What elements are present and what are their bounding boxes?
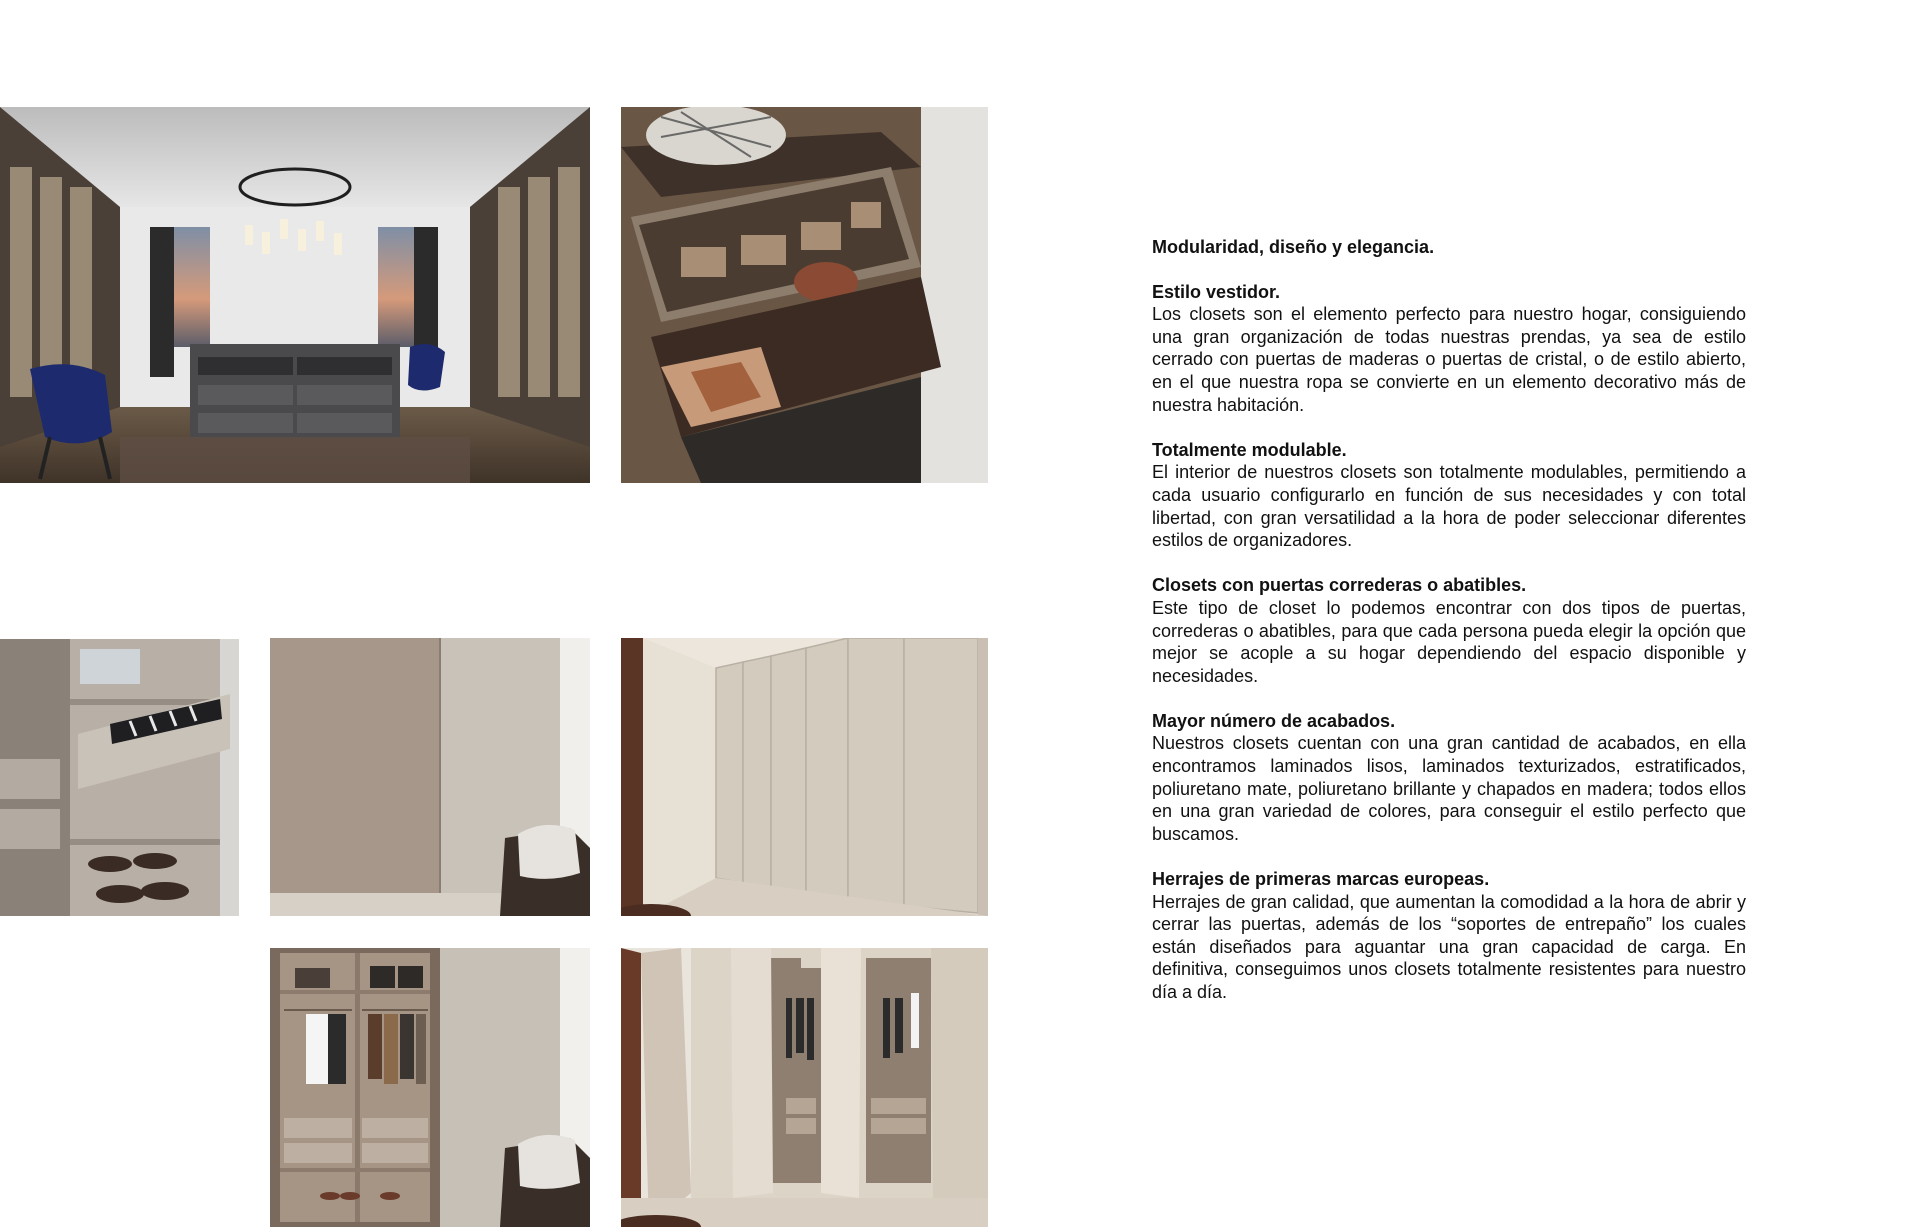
section-totalmente-modulable: [1152, 439, 1746, 552]
headline: Modularidad, diseño y elegancia.: [1152, 237, 1435, 257]
section-estilo-vestidor: [1152, 281, 1746, 417]
section-herrajes: [1152, 868, 1746, 1004]
text-column: [1152, 236, 1746, 1026]
section-body: El interior de nuestros closets son totalmente modulables, permitiendo a cada usuario configurarlo en función de sus necesidades y con total libertad, con gran versatilidad a la hora de poder seleccionar diferentes estilos de organizadores.: [1152, 462, 1746, 551]
photo-open-shelves: [0, 639, 239, 916]
section-title: Totalmente modulable.: [1152, 439, 1347, 460]
photo-drawer-organizer: [621, 107, 988, 483]
section-body: Nuestros closets cuentan con una gran cantidad de acabados, en ella encontramos laminados lisos, laminados texturizados, estratificados, poliuretano mate, poliuretano brillante y chapados en madera; todos ellos en una gran variedad de colores, para conseguir el estilo perfecto que buscamos.: [1152, 733, 1746, 844]
section-body: Los closets son el elemento perfecto para nuestro hogar, consiguiendo una gran organización de todas nuestras prendas, ya sea de estilo cerrado con puertas de maderas o puertas de cristal, o de estilo abierto, en el que nuestra ropa se convierte en un elemento decorativo más de nuestra habitación.: [1152, 304, 1746, 415]
photo-open-closet-clothes: [270, 948, 590, 1227]
section-acabados: [1152, 710, 1746, 846]
photo-hinged-door-wall: [621, 638, 988, 916]
section-puertas: [1152, 574, 1746, 687]
section-title: Herrajes de primeras marcas europeas.: [1152, 869, 1490, 890]
section-title: Estilo vestidor.: [1152, 281, 1281, 302]
section-body: Este tipo de closet lo podemos encontrar con dos tipos de puertas, correderas o abatibles, para que cada persona pueda elegir la opción que mejor se acople a su hogar dependiendo del espacio disponible y necesidades.: [1152, 597, 1746, 686]
section-title: Mayor número de acabados.: [1152, 710, 1396, 731]
section-body: Herrajes de gran calidad, que aumentan la comodidad a la hora de abrir y cerrar las puertas, además de los “soportes de entrepaño” los cuales están diseñados para aguantar una gran capacidad de carga. En definitiva, conseguimos unos closets totalmente resistentes para nuestro día a día.: [1152, 891, 1746, 1002]
photo-open-hinged-closet: [621, 948, 988, 1227]
photo-sliding-door-closet: [270, 638, 590, 916]
section-title: Closets con puertas correderas o abatibles.: [1152, 575, 1527, 596]
photo-walk-in-closet: [0, 107, 590, 483]
